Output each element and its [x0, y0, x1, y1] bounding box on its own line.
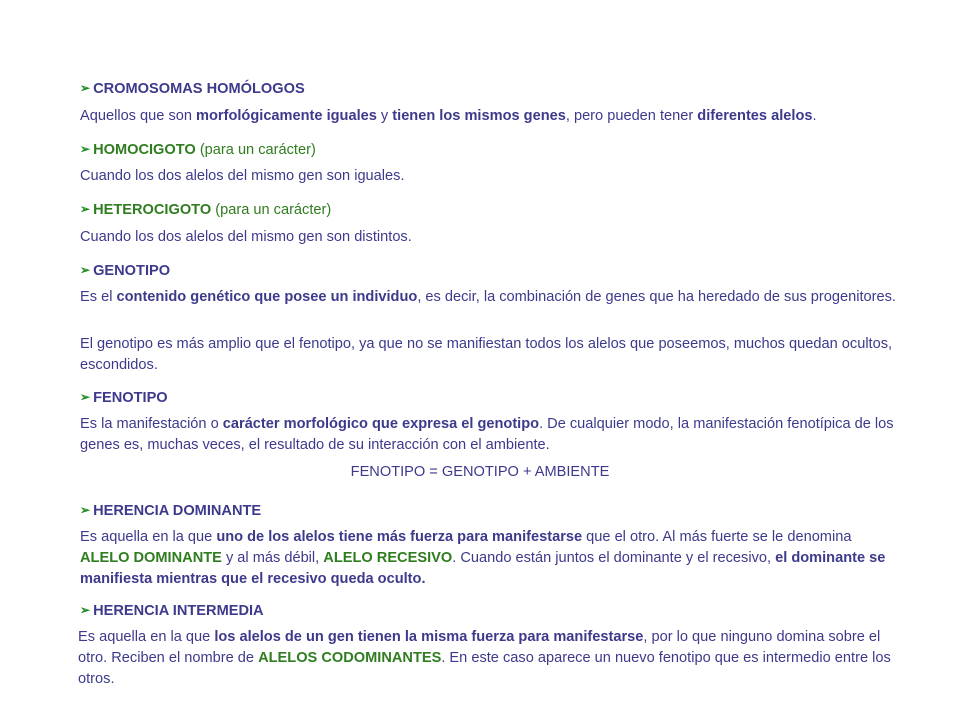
para-genotipo-1: Es el contenido genético que posee un individuo, es decir, la combinación de genes que ha heredado de sus progenitores. [80, 289, 896, 305]
heading-intermedia: ➢ HERENCIA INTERMEDIA [80, 603, 264, 619]
arrow-bullet-icon: ➢ [80, 81, 91, 95]
para-heterocigoto: Cuando los dos alelos del mismo gen son distintos. [80, 229, 412, 245]
heading-heterocigoto: ➢ HETEROCIGOTO (para un carácter) [80, 202, 332, 218]
para-cromosomas: Aquellos que son morfológicamente iguales y tienen los mismos genes, pero pueden tener diferentes alelos. [80, 108, 817, 124]
para-intermedia: Es aquella en la que los alelos de un gen tienen la misma fuerza para manifestarse, por lo que ninguno domina sobre el otro. Reciben el nombre de ALELOS CODOMINANTES. En este caso aparece un nuevo fenotipo que es intermedio entre los otros. [78, 629, 891, 687]
arrow-bullet-icon: ➢ [80, 202, 91, 216]
heading-genotipo: ➢ GENOTIPO [80, 263, 171, 279]
heading-homocigoto: ➢ HOMOCIGOTO (para un carácter) [80, 142, 316, 158]
para-fenotipo: Es la manifestación o carácter morfológico que expresa el genotipo. De cualquier modo, la manifestación fenotípica de los genes es, muchas veces, el resultado de su interacción con el ambiente. [80, 416, 894, 453]
heading-fenotipo: ➢ FENOTIPO [80, 390, 168, 406]
heading-cromosomas: ➢ CROMOSOMAS HOMÓLOGOS [80, 81, 305, 97]
arrow-bullet-icon: ➢ [80, 390, 91, 404]
para-homocigoto: Cuando los dos alelos del mismo gen son iguales. [80, 168, 405, 184]
arrow-bullet-icon: ➢ [80, 263, 91, 277]
arrow-bullet-icon: ➢ [80, 503, 91, 517]
arrow-bullet-icon: ➢ [80, 603, 91, 617]
para-dominante: Es aquella en la que uno de los alelos tiene más fuerza para manifestarse que el otro. Al más fuerte se le denomina ALELO DOMINANTE y al más débil, ALELO RECESIVO. Cuando están juntos el dominante y el recesivo, el dominante se manifiesta mientras que el recesivo queda oculto. [80, 529, 886, 587]
heading-dominante: ➢ HERENCIA DOMINANTE [80, 503, 262, 519]
fenotipo-formula: FENOTIPO = GENOTIPO + AMBIENTE [350, 464, 610, 480]
arrow-bullet-icon: ➢ [80, 142, 91, 156]
para-genotipo-2: El genotipo es más amplio que el fenotipo, ya que no se manifiestan todos los alelos que poseemos, muchos quedan ocultos, escondidos. [80, 336, 893, 373]
